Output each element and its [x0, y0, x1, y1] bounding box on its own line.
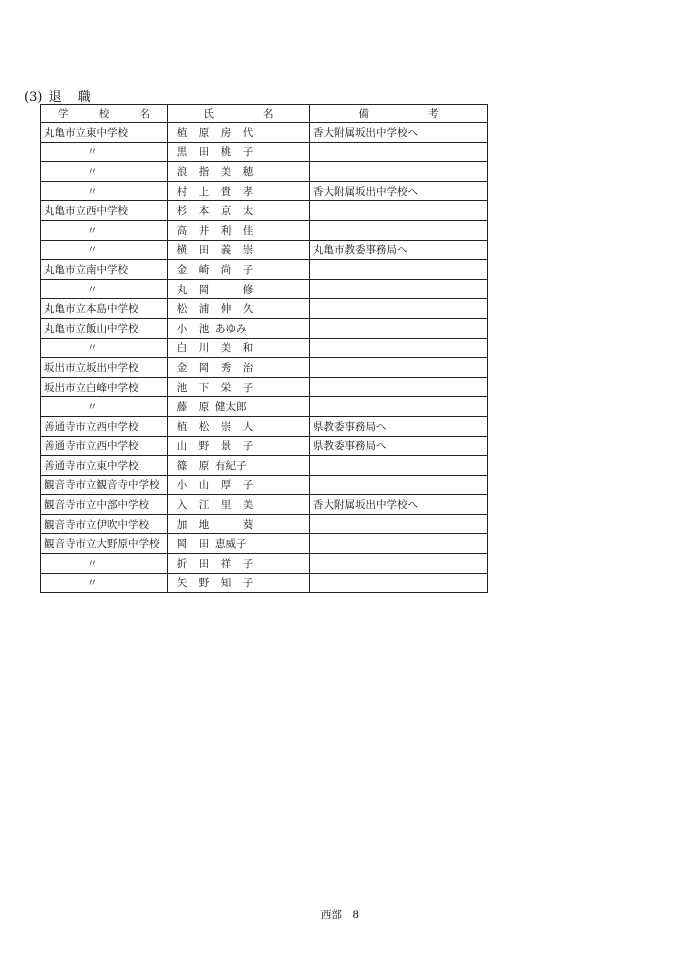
school-cell: 丸亀市立西中学校 — [41, 201, 168, 221]
person-name — [171, 184, 259, 199]
name-char: 黒 — [176, 146, 188, 159]
name-char: 加 — [176, 518, 188, 531]
name-cell — [168, 142, 310, 162]
header-school-char: 校 — [98, 108, 110, 120]
note-cell — [310, 338, 488, 358]
person-name — [171, 360, 259, 375]
name-char: 原 — [198, 459, 210, 472]
name-cell — [168, 162, 310, 182]
section-number: (3) — [24, 90, 43, 105]
school-cell: 〃 — [41, 181, 168, 201]
person-name — [171, 497, 259, 512]
name-cell — [168, 495, 310, 515]
school-cell: 〃 — [41, 279, 168, 299]
table-row — [41, 573, 488, 593]
school-cell: 〃 — [41, 554, 168, 574]
name-cell — [168, 475, 310, 495]
person-name — [171, 301, 259, 316]
table-row — [41, 416, 488, 436]
name-char: 江 — [198, 499, 210, 512]
person-name — [171, 144, 259, 159]
name-char: 山 — [198, 479, 210, 492]
note-cell: 県教委事務局へ — [310, 436, 488, 456]
name-char: 貴 — [220, 185, 232, 198]
name-cell — [168, 358, 310, 378]
name-char: 恵威子 — [215, 538, 247, 551]
name-char: 指 — [198, 165, 210, 178]
name-cell — [168, 456, 310, 476]
name-cell — [168, 201, 310, 221]
table-body — [41, 123, 488, 593]
name-char: 田 — [198, 146, 210, 159]
note-cell — [310, 514, 488, 534]
section-title-char-2: 職 — [77, 90, 91, 105]
school-cell: 〃 — [41, 220, 168, 240]
name-char: 本 — [198, 205, 210, 218]
name-char: 和 — [242, 342, 254, 355]
table-row — [41, 436, 488, 456]
person-name — [171, 164, 259, 179]
name-cell — [168, 514, 310, 534]
name-char: 田 — [198, 538, 210, 551]
name-cell — [168, 299, 310, 319]
note-cell: 香大附属坂出中学校へ — [310, 123, 488, 143]
header-school — [41, 105, 168, 123]
name-char: 知 — [220, 577, 232, 590]
name-cell — [168, 240, 310, 260]
table-row — [41, 475, 488, 495]
name-char: 丸 — [176, 283, 188, 296]
page-footer: 西部 8 — [320, 909, 360, 921]
person-name — [171, 458, 281, 473]
name-char: 美 — [242, 499, 254, 512]
name-char: 山 — [176, 440, 188, 453]
header-note — [310, 105, 488, 123]
name-char: 上 — [198, 185, 210, 198]
note-cell: 県教委事務局へ — [310, 416, 488, 436]
table-row — [41, 279, 488, 299]
name-char: 太 — [242, 205, 254, 218]
school-cell: 坂出市立白峰中学校 — [41, 377, 168, 397]
table-row — [41, 456, 488, 476]
table-row — [41, 318, 488, 338]
name-char: 子 — [242, 263, 254, 276]
table-row — [41, 260, 488, 280]
retirement-table — [40, 104, 488, 593]
name-cell — [168, 181, 310, 201]
school-cell: 観音寺市立伊吹中学校 — [41, 514, 168, 534]
name-cell — [168, 260, 310, 280]
school-cell: 〃 — [41, 573, 168, 593]
person-name — [171, 575, 259, 590]
header-note-char: 考 — [428, 108, 439, 120]
table-row — [41, 377, 488, 397]
header-name — [168, 105, 310, 123]
note-cell — [310, 534, 488, 554]
note-cell — [310, 162, 488, 182]
name-cell — [168, 318, 310, 338]
table-row — [41, 240, 488, 260]
name-char: 岡 — [198, 283, 210, 296]
name-char: 祥 — [220, 557, 232, 570]
note-cell — [310, 279, 488, 299]
name-char: 京 — [220, 205, 232, 218]
name-char: 入 — [176, 499, 188, 512]
name-char: 子 — [242, 440, 254, 453]
name-char: 崇 — [242, 244, 254, 257]
name-char: 美 — [220, 342, 232, 355]
table-row — [41, 397, 488, 417]
name-char: 岡 — [176, 538, 188, 551]
name-char: 植 — [176, 420, 188, 433]
table-row — [41, 358, 488, 378]
name-cell — [168, 220, 310, 240]
name-cell — [168, 554, 310, 574]
name-char: 秀 — [220, 361, 232, 374]
name-char: 田 — [198, 244, 210, 257]
note-cell — [310, 554, 488, 574]
name-char: 小 — [176, 322, 188, 335]
school-cell: 善通寺市立西中学校 — [41, 436, 168, 456]
school-cell: 丸亀市立東中学校 — [41, 123, 168, 143]
name-char: 井 — [198, 224, 210, 237]
school-cell: 丸亀市立飯山中学校 — [41, 318, 168, 338]
name-char: 子 — [242, 577, 254, 590]
name-char: 栄 — [220, 381, 232, 394]
person-name — [171, 340, 259, 355]
school-cell: 善通寺市立東中学校 — [41, 456, 168, 476]
table-row — [41, 338, 488, 358]
name-char: 桃 — [220, 146, 232, 159]
person-name — [171, 125, 259, 140]
school-cell: 〃 — [41, 240, 168, 260]
school-cell: 坂出市立坂出中学校 — [41, 358, 168, 378]
header-name-char: 氏 — [203, 108, 214, 120]
name-char: 村 — [176, 185, 188, 198]
table-row — [41, 495, 488, 515]
name-char: 孝 — [242, 185, 254, 198]
name-char: 尚 — [220, 263, 232, 276]
table-row — [41, 142, 488, 162]
name-char: 高 — [176, 224, 188, 237]
name-char: 植 — [176, 126, 188, 139]
note-cell — [310, 377, 488, 397]
table-row — [41, 201, 488, 221]
header-school-char: 学 — [58, 108, 69, 120]
person-name — [171, 399, 281, 414]
note-cell — [310, 142, 488, 162]
name-char: 横 — [176, 244, 188, 257]
name-cell — [168, 534, 310, 554]
name-char: 折 — [176, 557, 188, 570]
name-char: 里 — [220, 499, 232, 512]
name-char: 池 — [176, 381, 188, 394]
name-char: 岡 — [198, 361, 210, 374]
name-char: 浦 — [198, 303, 210, 316]
name-char: 原 — [198, 401, 210, 414]
name-char: 篠 — [176, 459, 188, 472]
name-cell — [168, 279, 310, 299]
name-char: 藤 — [176, 401, 188, 414]
note-cell — [310, 397, 488, 417]
note-cell: 丸亀市教委事務局へ — [310, 240, 488, 260]
name-char: 健太郎 — [215, 401, 247, 414]
name-char: 浪 — [176, 165, 188, 178]
person-name — [171, 438, 259, 453]
school-cell: 〃 — [41, 338, 168, 358]
name-cell — [168, 573, 310, 593]
name-char: 矢 — [176, 577, 188, 590]
name-cell — [168, 416, 310, 436]
name-char: 景 — [220, 440, 232, 453]
person-name — [171, 223, 259, 238]
table-row — [41, 162, 488, 182]
name-char: 治 — [242, 361, 254, 374]
school-cell: 丸亀市立本島中学校 — [41, 299, 168, 319]
note-cell — [310, 201, 488, 221]
name-char: 子 — [242, 146, 254, 159]
name-char: 野 — [198, 577, 210, 590]
note-cell — [310, 573, 488, 593]
name-cell — [168, 338, 310, 358]
school-cell: 観音寺市立観音寺中学校 — [41, 475, 168, 495]
name-char: 崇 — [220, 420, 232, 433]
school-cell: 観音寺市立大野原中学校 — [41, 534, 168, 554]
school-cell: 丸亀市立南中学校 — [41, 260, 168, 280]
note-cell — [310, 456, 488, 476]
note-cell — [310, 260, 488, 280]
person-name — [171, 262, 259, 277]
name-cell — [168, 123, 310, 143]
table-row — [41, 534, 488, 554]
name-char: 金 — [176, 361, 188, 374]
note-cell: 香大附属坂出中学校へ — [310, 181, 488, 201]
name-char: 池 — [198, 322, 210, 335]
name-char: 穂 — [242, 165, 254, 178]
table-row — [41, 514, 488, 534]
header-school-char: 名 — [139, 108, 150, 120]
note-cell — [310, 358, 488, 378]
person-name — [171, 477, 259, 492]
person-name — [171, 242, 259, 257]
name-char: 修 — [242, 283, 254, 296]
note-cell — [310, 220, 488, 240]
name-cell — [168, 377, 310, 397]
name-char: 小 — [176, 479, 188, 492]
name-cell — [168, 397, 310, 417]
name-char: 地 — [198, 518, 210, 531]
section-heading — [24, 86, 91, 105]
note-cell — [310, 318, 488, 338]
name-char: 子 — [242, 381, 254, 394]
name-char: 川 — [198, 342, 210, 355]
school-cell: 善通寺市立西中学校 — [41, 416, 168, 436]
name-char: 野 — [198, 440, 210, 453]
person-name — [171, 517, 259, 532]
name-char: 葵 — [242, 518, 254, 531]
name-char: あゆみ — [215, 322, 247, 335]
table-row — [41, 220, 488, 240]
name-char: 松 — [176, 303, 188, 316]
name-char: 義 — [220, 244, 232, 257]
note-cell: 香大附属坂出中学校へ — [310, 495, 488, 515]
name-char: 美 — [220, 165, 232, 178]
name-char: 田 — [198, 557, 210, 570]
person-name — [171, 321, 281, 336]
school-cell: 〃 — [41, 162, 168, 182]
name-char: 白 — [176, 342, 188, 355]
name-char: 伸 — [220, 303, 232, 316]
name-char: 佳 — [242, 224, 254, 237]
name-char: 利 — [220, 224, 232, 237]
school-cell: 〃 — [41, 397, 168, 417]
name-char: 松 — [198, 420, 210, 433]
section-title-char-1: 退 — [48, 90, 62, 105]
school-cell: 〃 — [41, 142, 168, 162]
header-name-char: 名 — [263, 108, 274, 120]
person-name — [171, 556, 259, 571]
table-row — [41, 554, 488, 574]
table-row — [41, 181, 488, 201]
name-char: 崎 — [198, 263, 210, 276]
person-name — [171, 536, 281, 551]
person-name — [171, 380, 259, 395]
table-header-row — [41, 105, 488, 123]
note-cell — [310, 299, 488, 319]
person-name — [171, 282, 259, 297]
table-row — [41, 299, 488, 319]
header-note-char: 備 — [358, 108, 369, 120]
name-char: 厚 — [220, 479, 232, 492]
name-char: 代 — [242, 126, 254, 139]
name-char: 原 — [198, 126, 210, 139]
name-char: 人 — [242, 420, 254, 433]
name-cell — [168, 436, 310, 456]
name-char: 子 — [242, 557, 254, 570]
name-char: 子 — [242, 479, 254, 492]
name-char: 杉 — [176, 205, 188, 218]
note-cell — [310, 475, 488, 495]
table-row — [41, 123, 488, 143]
person-name — [171, 203, 259, 218]
name-char: 有紀子 — [215, 459, 247, 472]
name-char: 金 — [176, 263, 188, 276]
name-char: 久 — [242, 303, 254, 316]
school-cell: 観音寺市立中部中学校 — [41, 495, 168, 515]
name-char: 下 — [198, 381, 210, 394]
person-name — [171, 419, 259, 434]
name-char: 房 — [220, 126, 232, 139]
